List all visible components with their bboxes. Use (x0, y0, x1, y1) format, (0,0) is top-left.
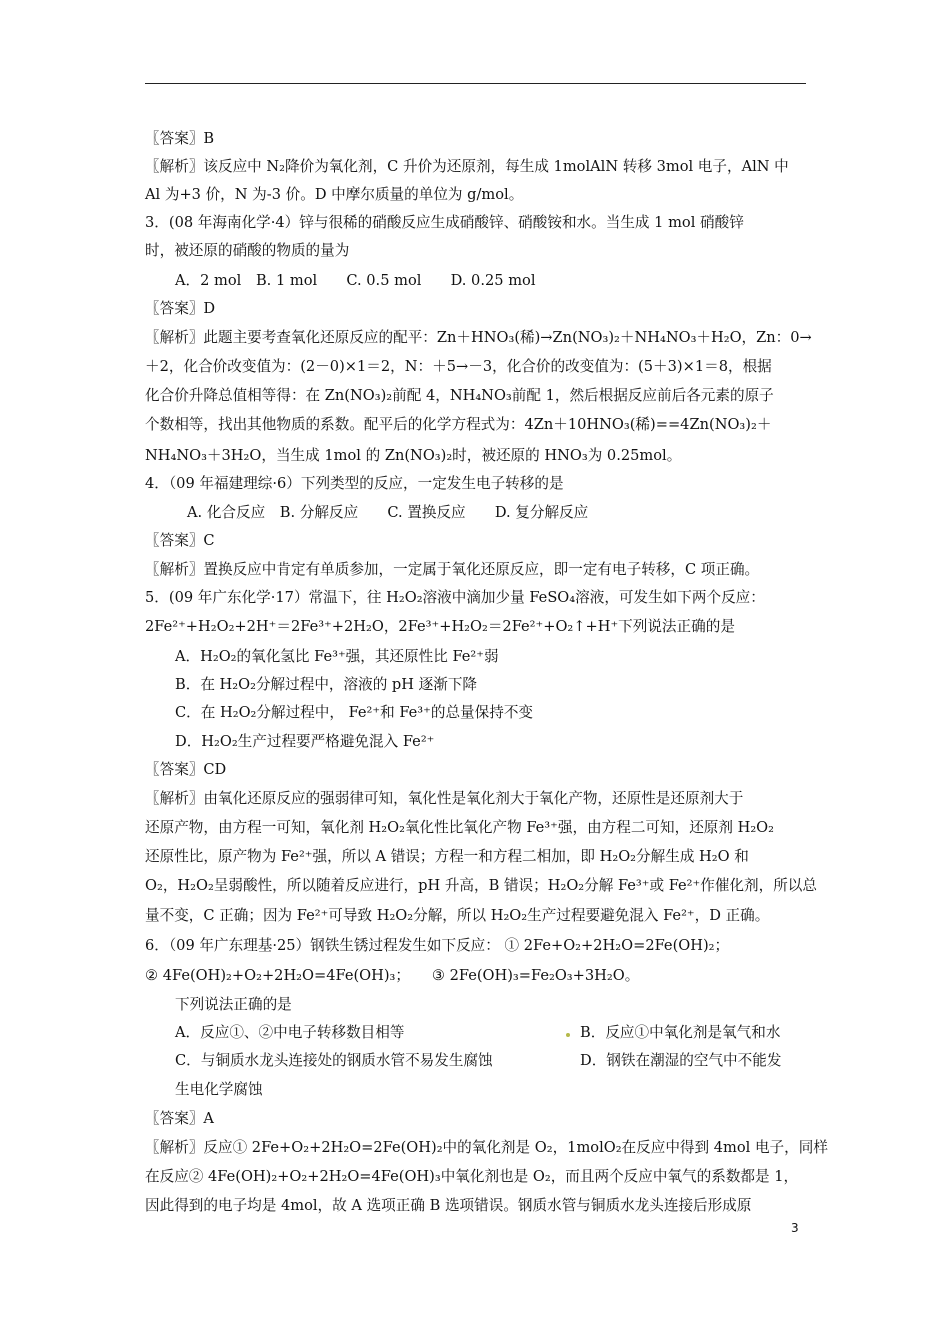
explanation-line: 量不变，C 正确；因为 Fe²⁺可导致 H₂O₂分解，所以 H₂O₂生产过程要避免混入 Fe²⁺，D 正确。 (145, 907, 770, 924)
page-number: 3 (791, 1221, 799, 1235)
option-c: C．与铜质水龙头连接处的钢质水管不易发生腐蚀 (175, 1052, 493, 1069)
explanation-line: 〖解析〗置换反应中肯定有单质参加，一定属于氧化还原反应，即一定有电子转移，C 项正确。 (145, 561, 760, 578)
option-d: D．H₂O₂生产过程要严格避免混入 Fe²⁺ (175, 733, 435, 750)
explanation-line: 还原性比，原产物为 Fe²⁺强，所以 A 错误；方程一和方程二相加，即 H₂O₂分解生成 H₂O 和 (145, 848, 749, 865)
question-prompt: 下列说法正确的是 (175, 996, 292, 1013)
explanation-line: 化合价升降总值相等得：在 Zn(NO₃)₂前配 4，NH₄NO₃前配 1，然后根据反应前后各元素的原子 (145, 387, 774, 404)
stray-mark (566, 1033, 570, 1037)
explanation-line: 在反应② 4Fe(OH)₂+O₂+2H₂O=4Fe(OH)₃中氧化剂也是 O₂，而且两个反应中氧气的系数都是 1， (145, 1168, 799, 1185)
option-c: C．在 H₂O₂分解过程中， Fe²⁺和 Fe³⁺的总量保持不变 (175, 704, 534, 721)
question-line: ② 4Fe(OH)₂+O₂+2H₂O=4Fe(OH)₃； ③ 2Fe(OH)₃=Fe₂O₃+3H₂O。 (145, 967, 640, 984)
explanation-line: Al 为+3 价，N 为-3 价。D 中摩尔质量的单位为 g/mol。 (145, 186, 524, 203)
option-d-continued: 生电化学腐蚀 (175, 1081, 263, 1098)
option-d: D．钢铁在潮湿的空气中不能发 (580, 1052, 782, 1069)
explanation-line: 个数相等，找出其他物质的系数。配平后的化学方程式为：4Zn＋10HNO₃(稀)==4Zn(NO₃)₂＋ (145, 416, 772, 433)
explanation-line: O₂，H₂O₂呈弱酸性，所以随着反应进行，pH 升高，B 错误；H₂O₂分解 Fe³⁺或 Fe²⁺作催化剂，所以总 (145, 877, 817, 894)
question-line: 2Fe²⁺+H₂O₂+2H⁺＝2Fe³⁺+2H₂O，2Fe³⁺+H₂O₂＝2Fe²⁺+O₂↑+H⁺下列说法正确的是 (145, 618, 735, 635)
question-line: 5．(09 年广东化学·17）常温下，往 H₂O₂溶液中滴加少量 FeSO₄溶液，可发生如下两个反应： (145, 589, 765, 606)
option-b: B．反应①中氧化剂是氧气和水 (580, 1024, 781, 1041)
question-line: 3．(08 年海南化学·4）锌与很稀的硝酸反应生成硝酸锌、硝酸铵和水。当生成 1 mol 硝酸锌 (145, 214, 744, 231)
answer-line: 〖答案〗B (145, 130, 215, 147)
explanation-line: 〖解析〗反应① 2Fe+O₂+2H₂O=2Fe(OH)₂中的氧化剂是 O₂，1molO₂在反应中得到 4mol 电子，同样 (145, 1139, 828, 1156)
explanation-line: 〖解析〗由氧化还原反应的强弱律可知，氧化性是氧化剂大于氧化产物，还原性是还原剂大于 (145, 790, 744, 807)
options-line: A．2 mol B. 1 mol C. 0.5 mol D. 0.25 mol (175, 272, 536, 289)
question-line: 6．（09 年广东理基·25）钢铁生锈过程发生如下反应： ① 2Fe+O₂+2H₂O=2Fe(OH)₂； (145, 937, 730, 954)
answer-line: 〖答案〗A (145, 1110, 214, 1127)
answer-line: 〖答案〗CD (145, 761, 227, 778)
answer-line: 〖答案〗C (145, 532, 215, 549)
option-b: B．在 H₂O₂分解过程中，溶液的 pH 逐渐下降 (175, 676, 478, 693)
question-line: 时，被还原的硝酸的物质的量为 (145, 242, 350, 259)
explanation-line: NH₄NO₃＋3H₂O，当生成 1mol 的 Zn(NO₃)₂时，被还原的 HNO₃为 0.25mol。 (145, 447, 682, 464)
question-line: 4．（09 年福建理综·6）下列类型的反应，一定发生电子转移的是 (145, 475, 564, 492)
header-rule (145, 83, 806, 84)
explanation-line: 因此得到的电子均是 4mol，故 A 选项正确 B 选项错误。钢质水管与铜质水龙头连接后形成原 (145, 1197, 752, 1214)
explanation-line: ＋2，化合价改变值为：(2－0)×1＝2，N：＋5→－3，化合价的改变值为：(5＋3)×1＝8，根据 (145, 358, 772, 375)
options-line: A. 化合反应 B. 分解反应 C. 置换反应 D. 复分解反应 (187, 504, 589, 521)
answer-line: 〖答案〗D (145, 300, 216, 317)
option-a: A．H₂O₂的氧化氢比 Fe³⁺强，其还原性比 Fe²⁺弱 (175, 648, 499, 665)
explanation-line: 〖解析〗该反应中 N₂降价为氧化剂，C 升价为还原剂，每生成 1molAlN 转移 3mol 电子，AlN 中 (145, 158, 789, 175)
option-a: A．反应①、②中电子转移数目相等 (175, 1024, 405, 1041)
explanation-line: 〖解析〗此题主要考查氧化还原反应的配平：Zn＋HNO₃(稀)→Zn(NO₃)₂＋NH₄NO₃＋H₂O，Zn：0→ (145, 329, 812, 346)
explanation-line: 还原产物，由方程一可知，氧化剂 H₂O₂氧化性比氧化产物 Fe³⁺强，由方程二可知，还原剂 H₂O₂ (145, 819, 775, 836)
